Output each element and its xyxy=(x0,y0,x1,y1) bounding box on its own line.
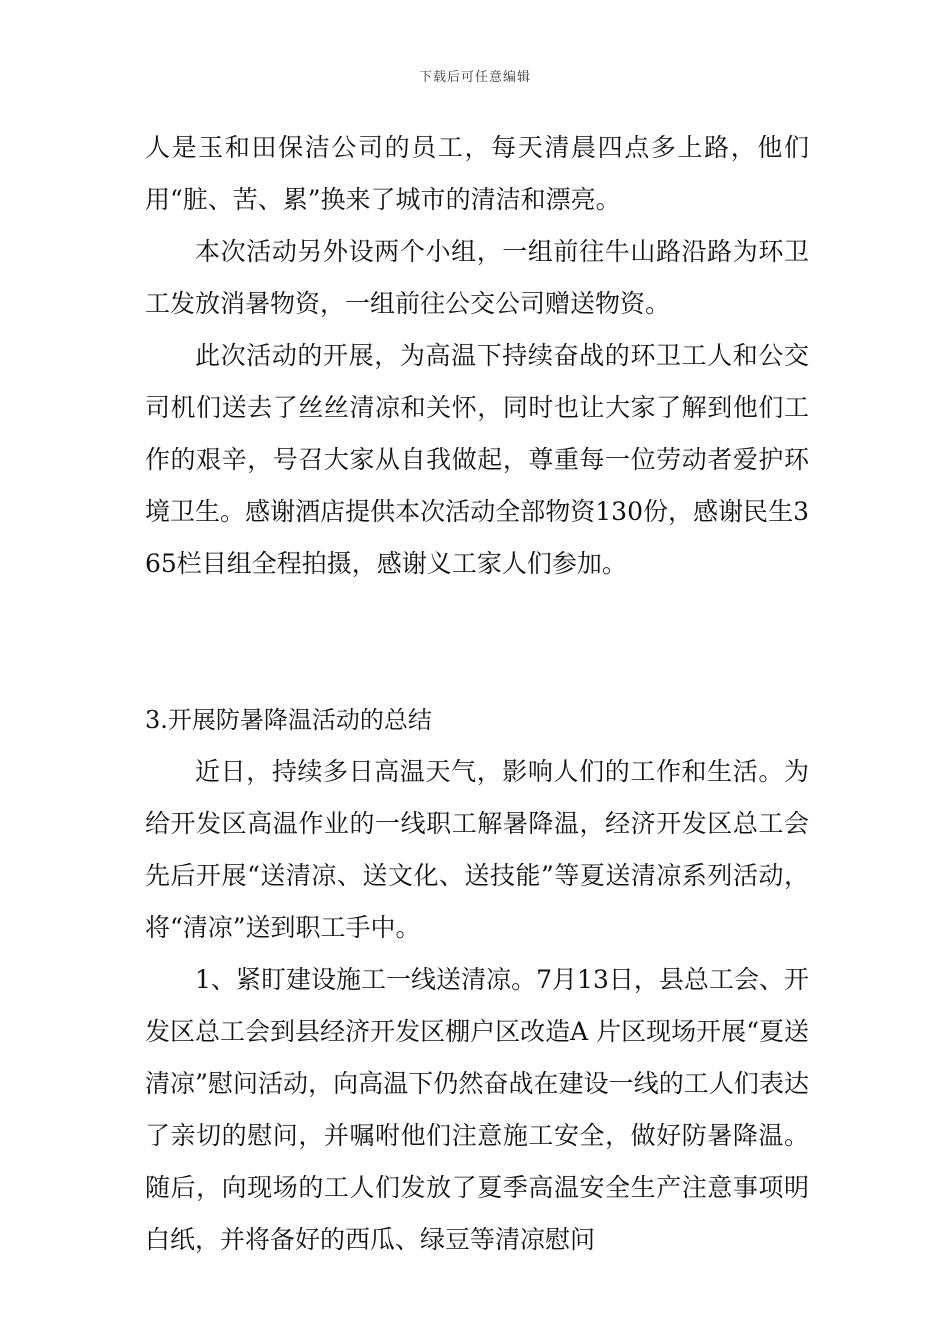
paragraph-continuation: 人是玉和田保洁公司的员工，每天清晨四点多上路，他们用“脏、苦、累”换来了城市的清洁和漂亮。 xyxy=(145,133,809,214)
paragraph-section-item-1: 1、紧盯建设施工一线送清凉。7月13日，县总工会、开发区总工会到县经济开发区棚户区改造A 片区现场开展“夏送清凉”慰问活动，向高温下仍然奋战在建设一线的工人们表达了亲切的慰问，并嘱咐他们注意施工安全，做好防暑降温。随后，向现场的工人们发放了夏季高温安全生产注意事项明白纸，并将备好的西瓜、绿豆等清凉慰问 xyxy=(145,965,809,1254)
paragraph-section-intro: 近日，持续多日高温天气，影响人们的工作和生活。为给开发区高温作业的一线职工解暑降温，经济开发区总工会先后开展“送清凉、送文化、送技能”等夏送清凉系列活动，将“清凉”送到职工手中。 xyxy=(145,757,809,942)
paragraph-activity-groups: 本次活动另外设两个小组，一组前往牛山路沿路为环卫工发放消暑物资，一组前往公交公司赠送物资。 xyxy=(145,237,809,318)
document-body xyxy=(145,122,809,1266)
section-spacer xyxy=(145,590,809,694)
paragraph-activity-summary: 此次活动的开展，为高温下持续奋战的环卫工人和公交司机们送去了丝丝清凉和关怀，同时也让大家了解到他们工作的艰辛，号召大家从自我做起，尊重每一位劳动者爱护环境卫生。感谢酒店提供本次活动全部物资130份，感谢民生365栏目组全程拍摄，感谢义工家人们参加。 xyxy=(145,341,809,578)
section-heading: 3.开展防暑降温活动的总结 xyxy=(145,706,432,734)
page-header: 下载后可任意编辑 xyxy=(418,70,531,85)
